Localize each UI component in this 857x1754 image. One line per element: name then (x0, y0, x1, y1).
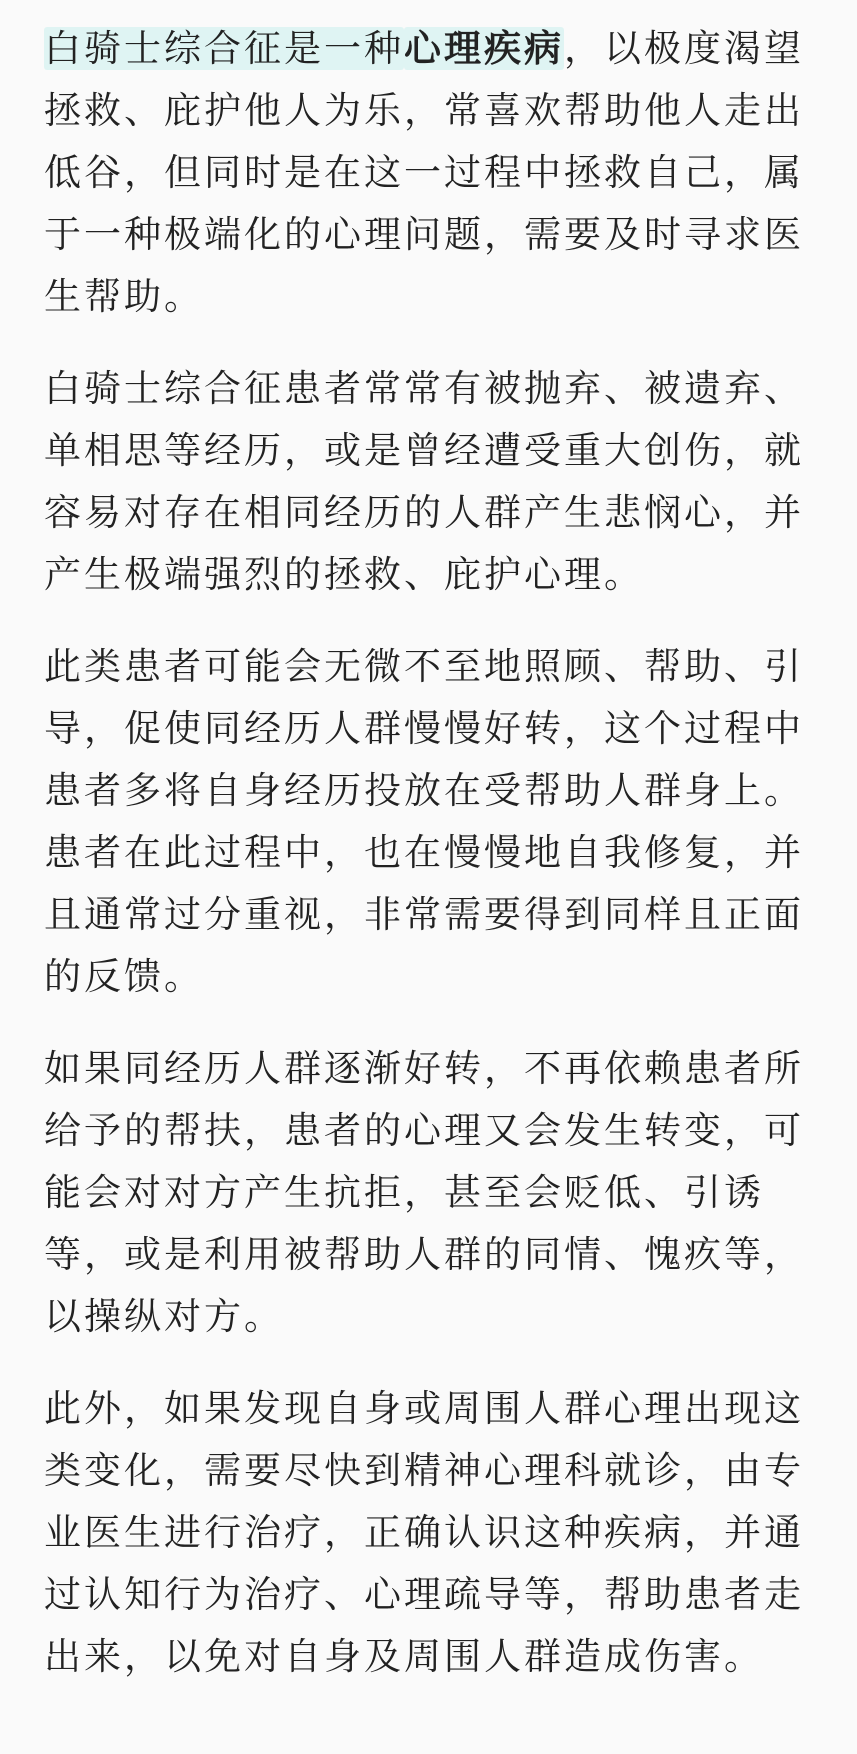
highlighted-keyword: 心理疾病 (404, 27, 564, 70)
text-line: 如果同经历人群逐渐好转，不再依赖患者所 (44, 1047, 804, 1090)
text-line: 患者多将自身经历投放在受帮助人群身上。 (44, 769, 804, 812)
paragraph-definition (44, 18, 804, 328)
text-line: 拯救、庇护他人为乐，常喜欢帮助他人走出 (44, 89, 804, 132)
paragraph-behavior (44, 636, 804, 1008)
text-line: 等，或是利用被帮助人群的同情、愧疚等， (44, 1233, 804, 1276)
paragraph-advice (44, 1378, 804, 1688)
text-line: 低谷，但同时是在这一过程中拯救自己，属 (44, 151, 804, 194)
text-line: 给予的帮扶，患者的心理又会发生转变，可 (44, 1109, 804, 1152)
text-line: 导，促使同经历人群慢慢好转，这个过程中 (44, 707, 804, 750)
text-line: 过认知行为治疗、心理疏导等，帮助患者走 (44, 1573, 804, 1616)
text-line: 此类患者可能会无微不至地照顾、帮助、引 (44, 645, 804, 688)
article-body (44, 18, 804, 1688)
text-line: 容易对存在相同经历的人群产生悲悯心，并 (44, 491, 804, 534)
text-line: 的反馈。 (44, 955, 204, 998)
text-line (44, 18, 804, 80)
paragraph-change (44, 1038, 804, 1348)
text-line: 且通常过分重视，非常需要得到同样且正面 (44, 893, 804, 936)
text-line: 单相思等经历，或是曾经遭受重大创伤，就 (44, 429, 804, 472)
text-line: 患者在此过程中，也在慢慢地自我修复，并 (44, 831, 804, 874)
text-line: 类变化，需要尽快到精神心理科就诊，由专 (44, 1449, 804, 1492)
text-line: 以操纵对方。 (44, 1295, 284, 1338)
text-line: 出来，以免对自身及周围人群造成伤害。 (44, 1635, 764, 1678)
text-line: 此外，如果发现自身或周围人群心理出现这 (44, 1387, 804, 1430)
highlighted-text: 白骑士综合征是一种 (44, 27, 404, 70)
text-line: 于一种极端化的心理问题，需要及时寻求医 (44, 213, 804, 256)
text-line: 能会对对方产生抗拒，甚至会贬低、引诱 (44, 1171, 764, 1214)
paragraph-causes (44, 358, 804, 606)
text-line: 生帮助。 (44, 275, 204, 318)
text-line: 产生极端强烈的拯救、庇护心理。 (44, 553, 644, 596)
text-line: 业医生进行治疗，正确认识这种疾病，并通 (44, 1511, 804, 1554)
text-line: 白骑士综合征患者常常有被抛弃、被遗弃、 (44, 367, 804, 410)
text-span: ，以极度渴望 (564, 27, 804, 70)
